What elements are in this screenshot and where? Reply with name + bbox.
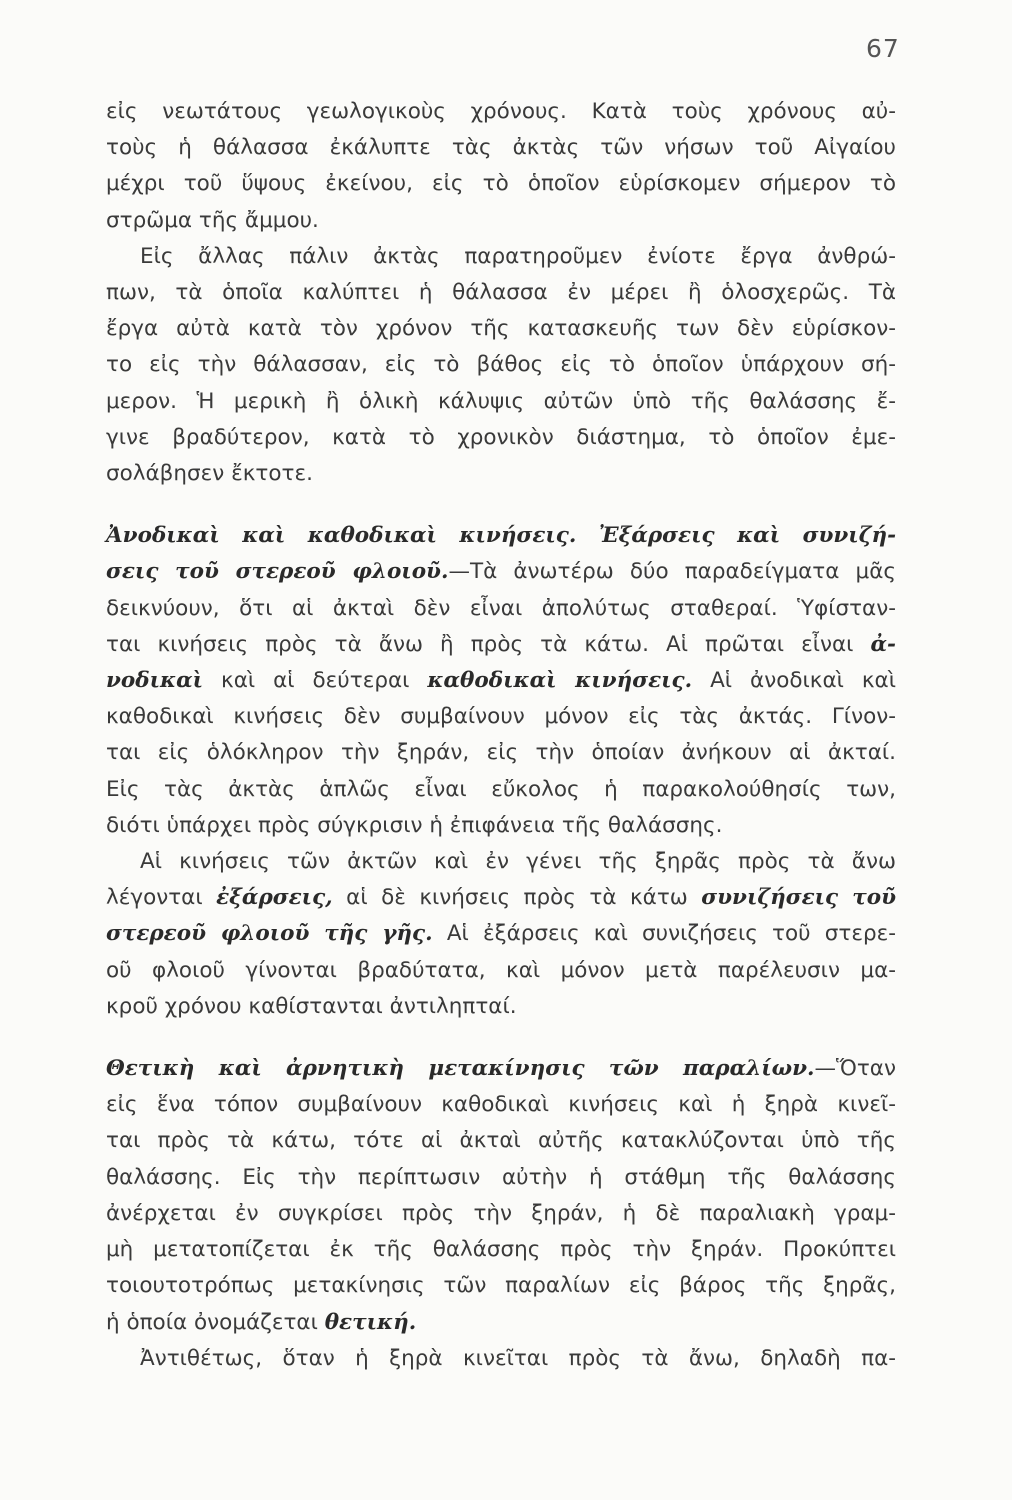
term-synizeseis-cont: στερεοῦ φλοιοῦ τῆς γῆς. (106, 921, 433, 947)
text-run: —Τὰ ἀνωτέρω δύο παραδείγματα μᾶς (448, 559, 896, 585)
text-line: οῦ φλοιοῦ γίνονται βραδύτατα, καὶ μόνον μετὰ παρέλευσιν μα- (106, 957, 896, 983)
text-line: θαλάσσης. Εἰς τὴν περίπτωσιν αὐτὴν ἡ στάθμη τῆς θαλάσσης (106, 1164, 896, 1190)
text-line: εἰς νεωτάτους γεωλογικοὺς χρόνους. Κατὰ τοὺς χρόνους αὐ- (106, 99, 896, 124)
text-run: Αἱ ἐξάρσεις καὶ συνιζήσεις τοῦ στερε- (446, 921, 896, 947)
text-line: γινε βραδύτερον, κατὰ τὸ χρονικὸν διάστημα, τὸ ὁποῖον ἐμε- (106, 424, 896, 450)
text-run: αἱ δὲ κινήσεις πρὸς τὰ κάτω (346, 885, 688, 911)
term-exarseis: ἐξάρσεις, (216, 885, 333, 911)
section-gap (106, 1025, 896, 1051)
text-line: καθοδικαὶ κινήσεις δὲν συμβαίνουν μόνον εἰς τὰς ἀκτάς. Γίνον- (106, 704, 896, 730)
text-line: ἀνέρχεται ἐν συγκρίσει πρὸς τὴν ξηράν, ἡ δὲ παραλιακὴ γραμ- (106, 1200, 896, 1226)
text-line: Ἀντιθέτως, ὅταν ἡ ξηρὰ κινεῖται πρὸς τὰ ἄνω, δηλαδὴ πα- (140, 1345, 896, 1371)
text-line (106, 627, 896, 663)
paragraph-1 (106, 94, 896, 239)
paragraph-6 (106, 1341, 896, 1377)
term-anodikai: ἀ- (870, 631, 896, 657)
term-kathodikai: καθοδικαὶ κινήσεις. (427, 668, 693, 694)
text-line: Εἰς ἄλλας πάλιν ἀκτὰς παρατηροῦμεν ἐνίοτε ἔργα ἀνθρώ- (140, 243, 896, 269)
text-run: —Ὅταν (814, 1056, 896, 1082)
text-line: διότι ὑπάρχει πρὸς σύγκρισιν ἡ ἐπιφάνεια τῆς θαλάσσης. (106, 812, 723, 838)
text-line: τοὺς ἡ θάλασσα ἐκάλυπτε τὰς ἀκτὰς τῶν νήσων τοῦ Αἰγαίου (106, 135, 896, 161)
page-number: 67 (866, 34, 900, 63)
text-run: Αἱ ἀνοδικαὶ καὶ (710, 668, 896, 694)
section-gap (106, 492, 896, 518)
text-line: ται πρὸς τὰ κάτω, τότε αἱ ἀκταὶ αὐτῆς κατακλύζονται ὑπὸ τῆς (106, 1128, 896, 1154)
text-line: σολάβησεν ἔκτοτε. (106, 461, 313, 487)
text-line: πων, τὰ ὁποῖα καλύπτει ἡ θάλασσα ἐν μέρει ἢ ὁλοσχερῶς. Τὰ (106, 280, 896, 306)
text-line: μέχρι τοῦ ὕψους ἐκείνου, εἰς τὸ ὁποῖον εὑρίσκομεν σήμερον τὸ (106, 171, 896, 197)
body-text (106, 94, 896, 1377)
text-line (106, 663, 896, 699)
text-run: λέγονται (106, 885, 203, 911)
text-run: ἡ ὁποία ὀνομάζεται (106, 1309, 318, 1335)
paragraph-4 (106, 844, 896, 1025)
text-line: ται εἰς ὁλόκληρον τὴν ξηράν, εἰς τὴν ὁποίαν ἀνήκουν αἱ ἀκταί. (106, 740, 896, 766)
text-line (106, 554, 896, 590)
term-thetiki: θετική. (324, 1309, 417, 1335)
section-heading: Ἀνοδικαὶ καὶ καθοδικαὶ κινήσεις. Ἐξάρσεις καὶ συνιζή- (106, 523, 896, 549)
text-line: μὴ μετατοπίζεται ἐκ τῆς θαλάσσης πρὸς τὴν ξηράν. Προκύπτει (106, 1237, 896, 1263)
text-line: μερον. Ἡ μερικὴ ἢ ὁλικὴ κάλυψις αὐτῶν ὑπὸ τῆς θαλάσσης ἔ- (106, 388, 896, 414)
text-line: Εἰς τὰς ἀκτὰς ἁπλῶς εἶναι εὔκολος ἡ παρακολούθησίς των, (106, 776, 896, 802)
text-run: καὶ αἱ δεύτεραι (221, 668, 410, 694)
section-heading-cont: σεις τοῦ στερεοῦ φλοιοῦ. (106, 559, 449, 585)
text-line: τοιουτοτρόπως μετακίνησις τῶν παραλίων εἰς βάρος τῆς ξηρᾶς, (106, 1273, 896, 1299)
paragraph-2 (106, 239, 896, 492)
text-line (106, 1051, 896, 1087)
text-line: στρῶμα τῆς ἄμμου. (106, 207, 319, 233)
section-heading: Θετικὴ καὶ ἀρνητικὴ μετακίνησις τῶν παραλίων. (106, 1056, 815, 1082)
text-line (106, 880, 896, 916)
text-line: κροῦ χρόνου καθίστανται ἀντιληπταί. (106, 993, 517, 1019)
text-line: ἔργα αὐτὰ κατὰ τὸν χρόνον τῆς κατασκευῆς των δὲν εὑρίσκον- (106, 316, 896, 342)
section-vertical-movements (106, 518, 896, 844)
text-line: Αἱ κινήσεις τῶν ἀκτῶν καὶ ἐν γένει τῆς ξηρᾶς πρὸς τὰ ἄνω (140, 849, 896, 875)
term-synizeseis: συνιζήσεις τοῦ (701, 885, 896, 911)
text-run: ται κινήσεις πρὸς τὰ ἄνω ἢ πρὸς τὰ κάτω. Αἱ πρῶται εἶναι (106, 631, 854, 657)
section-coastline-movement (106, 1051, 896, 1341)
text-line (106, 1305, 896, 1341)
text-line: δεικνύουν, ὅτι αἱ ἀκταὶ δὲν εἶναι ἀπολύτως σταθεραί. Ὑφίσταν- (106, 595, 896, 621)
text-line (106, 518, 896, 554)
term-anodikai-cont: νοδικαὶ (106, 668, 204, 694)
text-line: το εἰς τὴν θάλασσαν, εἰς τὸ βάθος εἰς τὸ ὁποῖον ὑπάρχουν σή- (106, 352, 896, 378)
text-line (106, 916, 896, 952)
text-line: εἰς ἕνα τόπον συμβαίνουν καθοδικαὶ κινήσεις καὶ ἡ ξηρὰ κινεῖ- (106, 1092, 896, 1118)
